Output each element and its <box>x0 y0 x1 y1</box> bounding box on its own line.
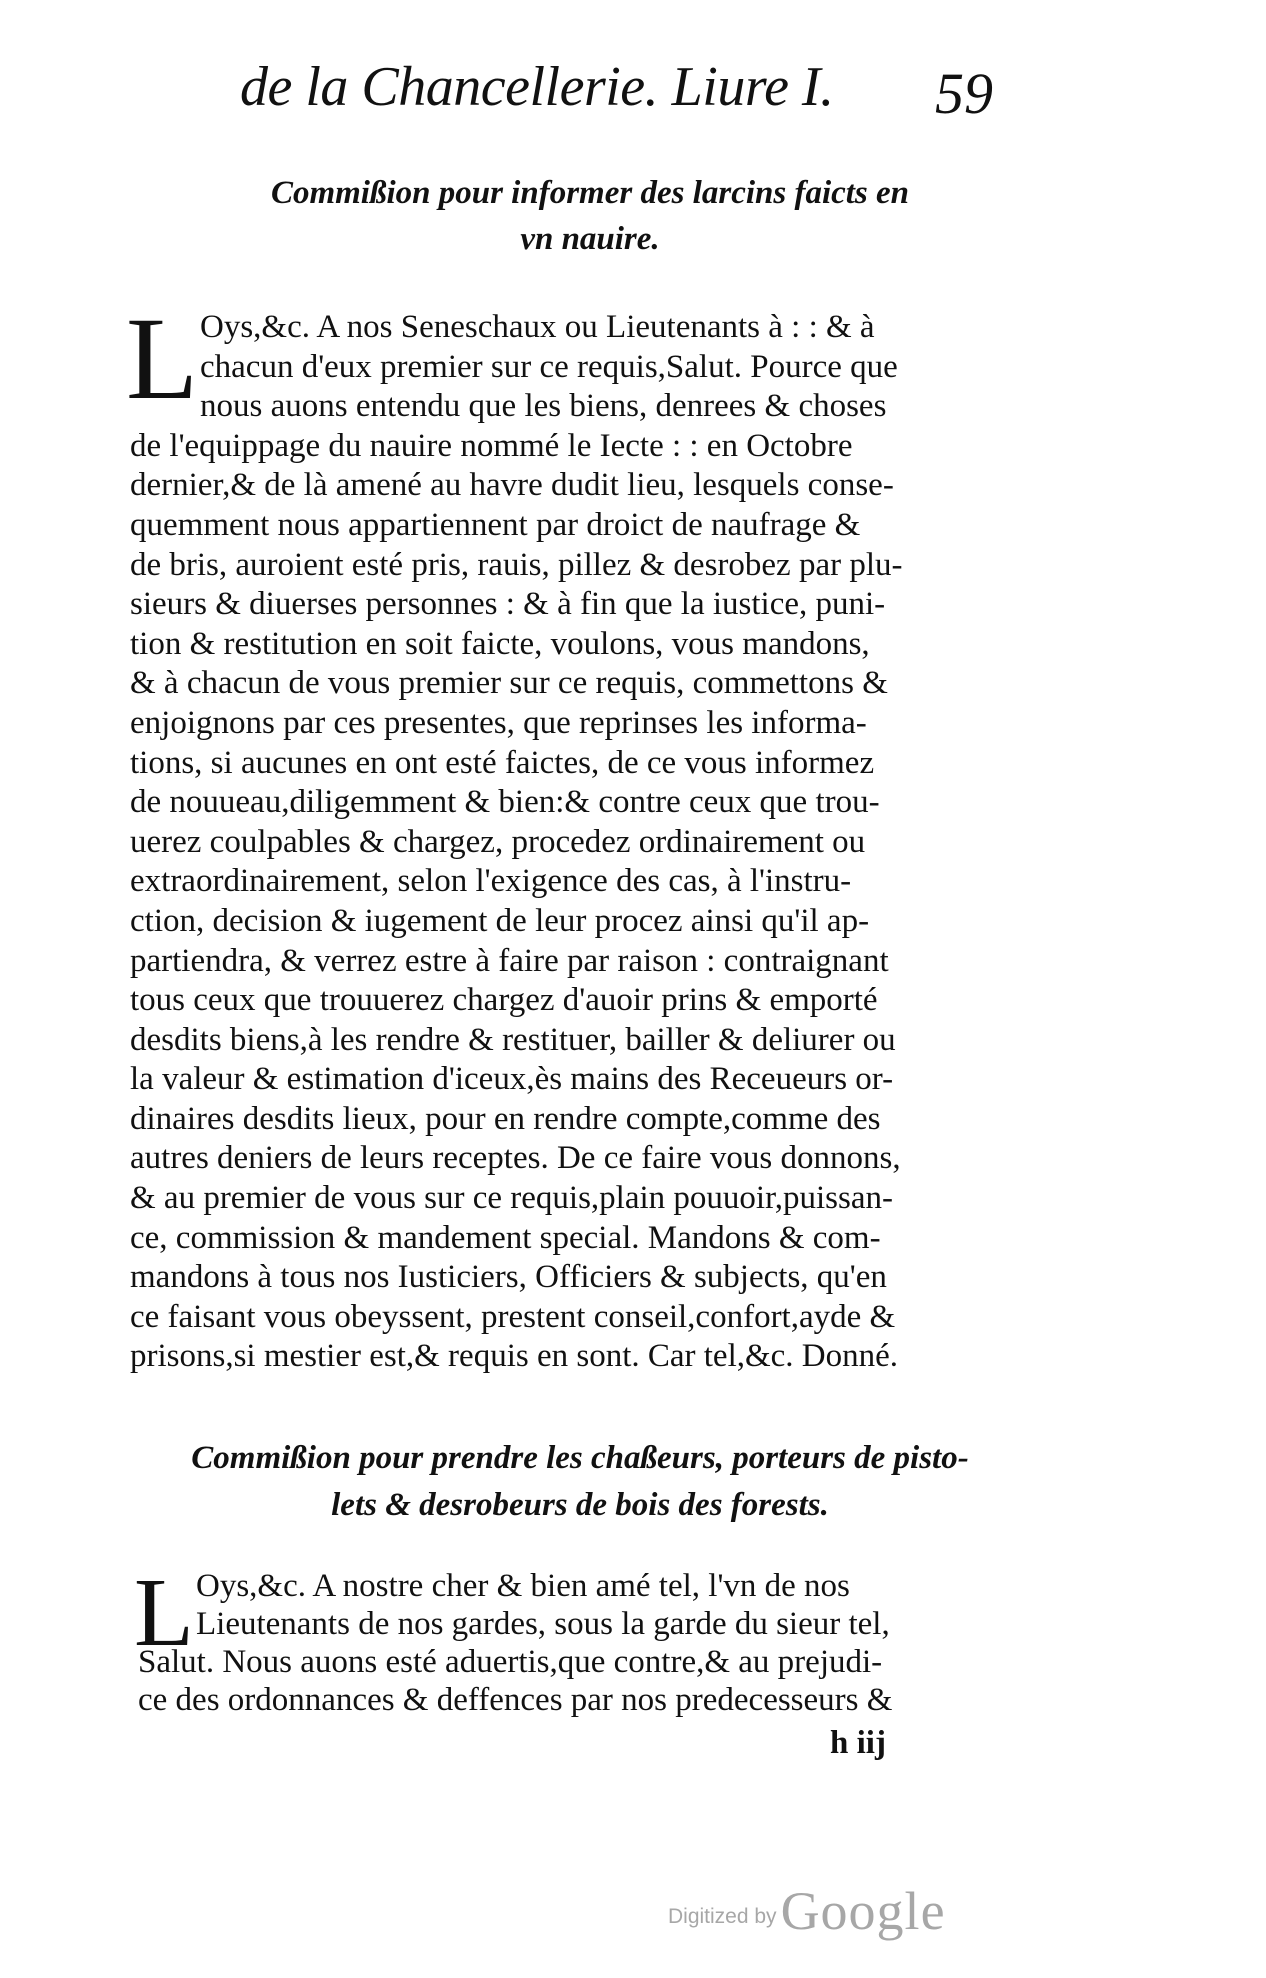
text-line: autres deniers de leurs receptes. De ce faire vous donnons, <box>130 1140 901 1177</box>
section-title-2-line-1: Commißion pour prendre les chaßeurs, porteurs de pisto- <box>191 1440 969 1476</box>
text-line: prisons,si mestier est,& requis en sont. Car tel,&c. Donné. <box>130 1338 899 1375</box>
section-title-1-line-2: vn nauire. <box>520 221 660 257</box>
text-line: extraordinairement, selon l'exigence des cas, à l'instru- <box>130 863 852 900</box>
text-line: & au premier de vous sur ce requis,plain pouuoir,puissan- <box>130 1180 893 1217</box>
text-line: partiendra, & verrez estre à faire par raison : contraignant <box>130 942 889 979</box>
text-line: nous auons entendu que les biens, denrees & choses <box>200 388 887 425</box>
text-line: & à chacun de vous premier sur ce requis, commettons & <box>130 665 888 702</box>
text-line: Lieutenants de nos gardes, sous la garde du sieur tel, <box>196 1606 890 1642</box>
section-1-body <box>130 308 1030 1377</box>
section-title-2-line-2: lets & desrobeurs de bois des forests. <box>331 1487 829 1523</box>
text-line: ce, commission & mandement special. Mandons & com- <box>130 1219 881 1256</box>
text-line: de l'equippage du nauire nommé le Iecte : : en Octobre <box>130 427 853 464</box>
text-line: tous ceux que trouuerez chargez d'auoir prins & emporté <box>130 982 878 1019</box>
page-number: 59 <box>935 61 993 126</box>
signature-mark: h iij <box>830 1725 886 1761</box>
watermark-prefix: Digitized by <box>668 1905 777 1928</box>
text-line: dinaires desdits lieux, pour en rendre compte,comme des <box>130 1100 881 1137</box>
text-line: desdits biens,à les rendre & restituer, bailler & deliurer ou <box>130 1021 896 1058</box>
text-line: Salut. Nous auons esté aduertis,que contre,& au prejudi- <box>138 1644 883 1680</box>
text-line: dernier,& de là amené au havre dudit lieu, lesquels conse- <box>130 467 894 504</box>
text-line: enjoignons par ces presentes, que reprinses les informa- <box>130 704 867 741</box>
dropcap-2: L <box>134 1559 194 1667</box>
text-line: Oys,&c. A nostre cher & bien amé tel, l'vn de nos <box>196 1568 850 1604</box>
text-line: la valeur & estimation d'iceux,ès mains des Receueurs or- <box>130 1061 894 1098</box>
text-line: uerez coulpables & chargez, procedez ordinairement ou <box>130 823 866 860</box>
text-line: ction, decision & iugement de leur procez ainsi qu'il ap- <box>130 902 870 939</box>
digitized-watermark <box>668 1880 946 1942</box>
text-line: tions, si aucunes en ont esté faictes, de ce vous informez <box>130 744 875 781</box>
section-title-1 <box>190 170 990 262</box>
section-title-1-line-1: Commißion pour informer des larcins faicts en <box>270 175 910 211</box>
running-head: de la Chancellerie. Liure I. <box>240 56 834 118</box>
text-line: Oys,&c. A nos Seneschaux ou Lieutenants à : : & à <box>200 309 875 345</box>
text-line: de nouueau,diligemment & bien:& contre ceux que trou- <box>130 784 880 821</box>
text-line: de bris, auroient esté pris, rauis, pillez & desrobez par plu- <box>130 546 903 583</box>
text-line: ce faisant vous obeyssent, prestent conseil,confort,ayde & <box>130 1298 896 1335</box>
section-2-body <box>138 1567 1028 1719</box>
text-line: ce des ordonnances & deffences par nos predecesseurs & <box>138 1682 893 1718</box>
text-line: mandons à tous nos Iusticiers, Officiers & subjects, qu'en <box>130 1259 887 1296</box>
text-line: tion & restitution en soit faicte, voulons, vous mandons, <box>130 625 870 662</box>
text-line: quemment nous appartiennent par droict de naufrage & <box>130 506 861 543</box>
text-line: chacun d'eux premier sur ce requis,Salut. Pource que <box>200 348 898 385</box>
dropcap-1: L <box>126 293 199 424</box>
text-line: sieurs & diuerses personnes : & à fin que la iustice, puni- <box>130 586 886 623</box>
section-title-2 <box>140 1435 1020 1529</box>
google-logo: Google <box>780 1881 946 1941</box>
